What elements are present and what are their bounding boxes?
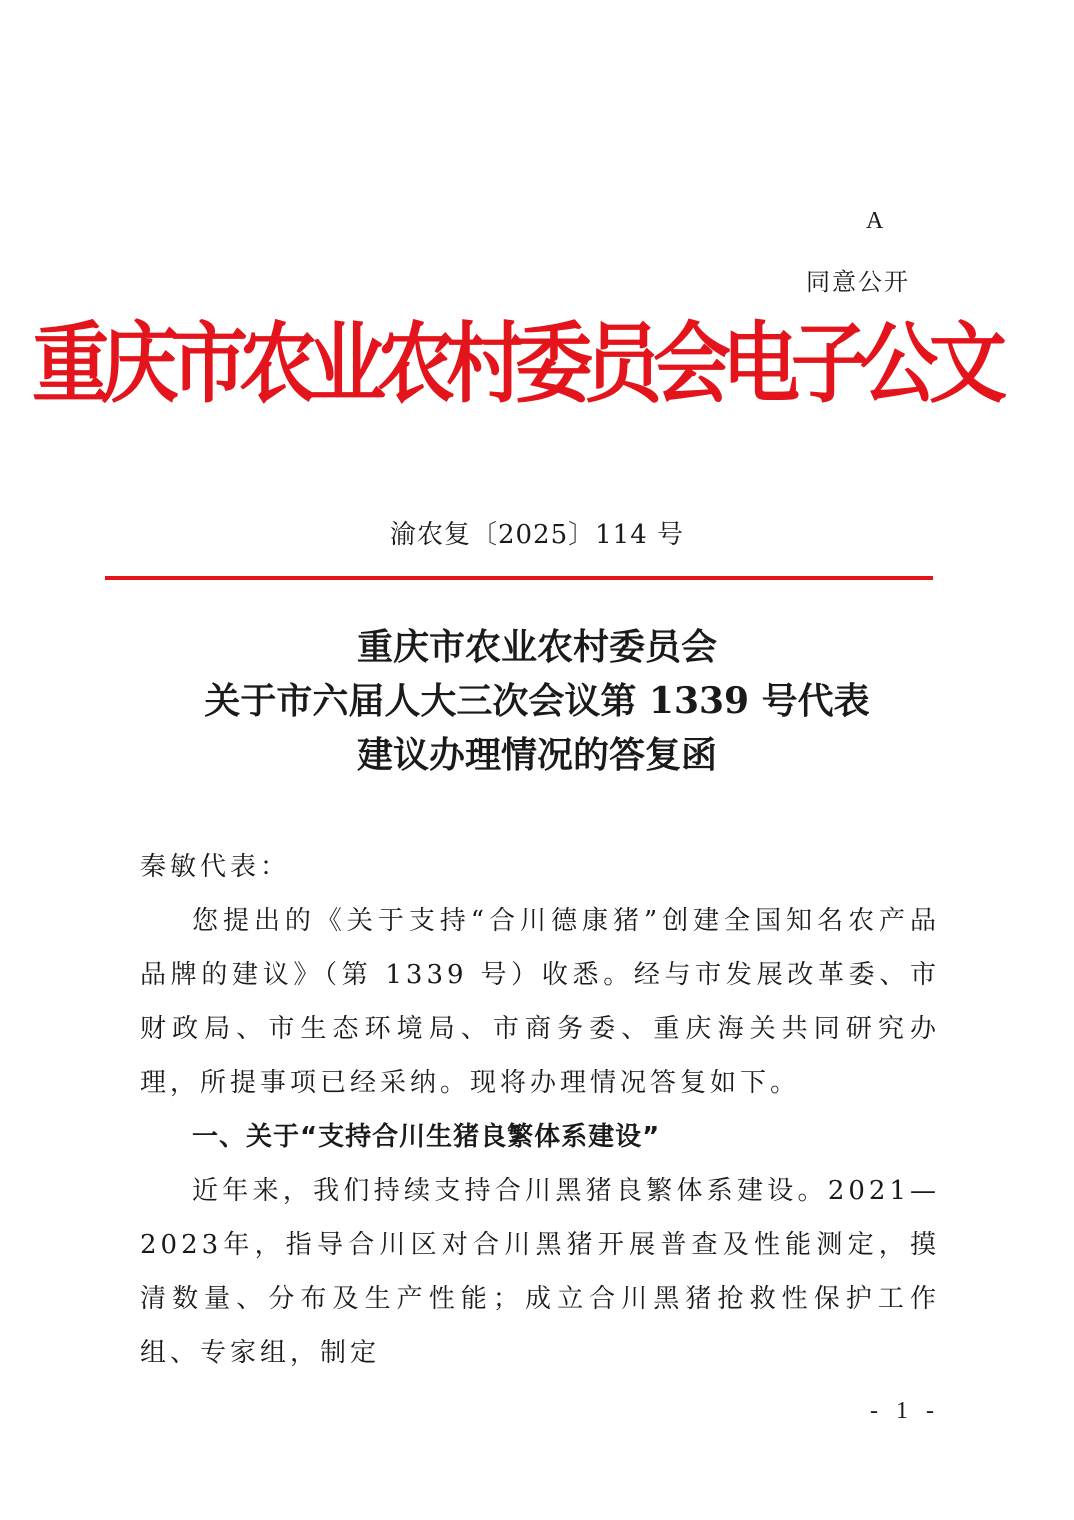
document-number: 渝农复〔2025〕114 号 xyxy=(389,520,685,550)
section-1-heading: 一、关于“支持合川生猪良繁体系建设” xyxy=(192,1122,661,1152)
title-line-3: 建议办理情况的答复函 xyxy=(356,734,717,776)
masthead-title: 重庆市农业农村委员会电子公文 xyxy=(31,314,998,416)
salutation: 秦敏代表： xyxy=(140,852,291,882)
section-1-paragraph: 近年来，我们持续支持合川黑猪良繁体系建设。2021—2023年，指导合川区对合川黑猪开展普查及性能测定，摸清数量、分布及生产性能；成立合川黑猪抢救性保护工作组、专家组，制定 xyxy=(140,1176,940,1368)
red-divider-line xyxy=(105,576,933,580)
document-body xyxy=(140,840,940,1380)
title-line-1: 重庆市农业农村委员会 xyxy=(356,626,717,668)
intro-paragraph: 您提出的《关于支持“合川德康猪”创建全国知名农产品品牌的建议》（第 1339 号）收悉。经与市发展改革委、市财政局、市生态环境局、市商务委、重庆海关共同研究办理，所提事项已经采纳。现将办理情况答复如下。 xyxy=(140,906,940,1098)
document-title xyxy=(0,620,1074,782)
disclosure-status: 同意公开 xyxy=(806,268,910,296)
document-grade: A xyxy=(866,208,884,234)
title-line-2: 关于市六届人大三次会议第 1339 号代表 xyxy=(204,680,870,722)
page-number: - 1 - xyxy=(870,1398,940,1424)
